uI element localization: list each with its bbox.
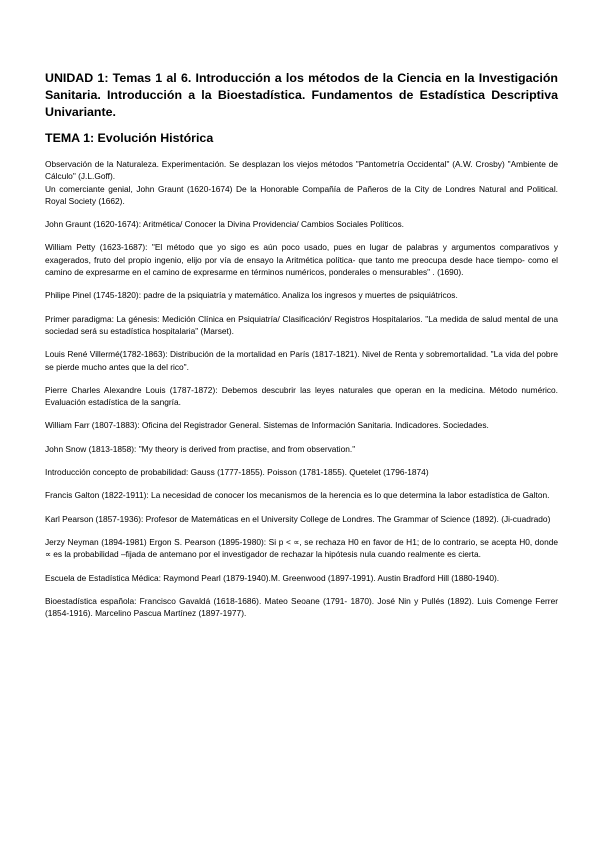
paragraph-snow: John Snow (1813-1858): "My theory is derived from practise, and from observation." bbox=[45, 443, 356, 454]
paragraph-farr: William Farr (1807-1883): Oficina del Registrador General. Sistemas de Información Sanitaria. Indicadores. Sociedades. bbox=[45, 420, 489, 431]
paragraph-probabilidad: Introducción concepto de probabilidad: Gauss (1777-1855). Poisson (1781-1855). Quetelet (1796-1874) bbox=[45, 467, 429, 478]
paragraph-escuela: Escuela de Estadística Médica: Raymond Pearl (1879-1940).M. Greenwood (1897-1991). Austin Bradford Hill (1880-1940). bbox=[45, 572, 500, 583]
paragraph-line: Observación de la Naturaleza. Experimentación. Se desplazan los viejos métodos "Pantometría Occidental" (A.W. Crosby) "Ambiente de Cálculo" (J.L.Goff). bbox=[45, 159, 558, 182]
paragraph-pinel: Philipe Pinel (1745-1820): padre de la psiquiatría y matemático. Analiza los ingresos y muertes de psiquiátricos. bbox=[45, 290, 458, 301]
paragraph-galton: Francis Galton (1822-1911): La necesidad de conocer los mecanismos de la herencia es lo que determina la labor estadística de Galton. bbox=[45, 490, 550, 501]
paragraph-villerme: Louis René Villermé(1782-1863): Distribución de la mortalidad en París (1817-1821). Nivel de Renta y sobremortalidad. "La vida del pobre se pierde mucho antes que la del rico". bbox=[45, 349, 558, 372]
section-title: TEMA 1: Evolución Histórica bbox=[45, 131, 214, 145]
paragraph-paradigma: Primer paradigma: La génesis: Medición Clínica en Psiquiatría/ Clasificación/ Registros Hospitalarios. "La medida de salud mental de una sociedad será su estadística hospitalaria" (Marset). bbox=[45, 313, 558, 336]
paragraph-petty: William Petty (1623-1687): "El método que yo sigo es aún poco usado, pues en lugar de palabras y argumentos comparativos y exagerados, fruto del propio ingenio, elijo por vía de ensayo la Aritmética política- que tanto me preocupa desde hace tiempo- como el camino de expresarme en el camino de expresarme en términos numéricos, ponderales o mensurables" . (1690). bbox=[45, 242, 558, 278]
paragraph-line: Un comerciante genial, John Graunt (1620-1674) De la Honorable Compañía de Pañeros de la City de Londres Natural and Political. Royal Society (1662). bbox=[45, 183, 558, 206]
paragraph-graunt: John Graunt (1620-1674): Aritmética/ Conocer la Divina Providencia/ Cambios Sociales Políticos. bbox=[45, 219, 404, 230]
paragraph-neyman: Jerzy Neyman (1894-1981) Ergon S. Pearson (1895-1980): Si p < ∝, se rechaza H0 en favor de H1; de lo contrario, se acepta H0, donde ∝ es la probabilidad –fijada de antemano por el investigador de rechazar la hipótesis nula cuando realmente es cierta. bbox=[45, 536, 558, 560]
document-page bbox=[45, 70, 558, 630]
paragraph-pearson: Karl Pearson (1857-1936): Profesor de Matemáticas en el University College de Londres. The Grammar of Science (1892). (Ji-cuadrado) bbox=[45, 513, 551, 524]
paragraph-espanola: Bioestadística española: Francisco Gavaldá (1618-1686). Mateo Seoane (1791- 1870). José Nin y Pullés (1892). Luis Comenge Ferrer (1854-1916). Marcelino Pascua Martínez (1897-1977). bbox=[45, 595, 558, 619]
paragraph-louis: Pierre Charles Alexandre Louis (1787-1872): Debemos descubrir las leyes naturales que operan en la medicina. Método numérico. Evaluación estadística de la sangría. bbox=[45, 384, 558, 408]
paragraph-observacion bbox=[45, 158, 558, 207]
unit-heading: UNIDAD 1: Temas 1 al 6. Introducción a los métodos de la Ciencia en la Investigación Sanitaria. Introducción a la Bioestadística. Fundamentos de Estadística Descriptiva Univariante. bbox=[45, 71, 558, 119]
